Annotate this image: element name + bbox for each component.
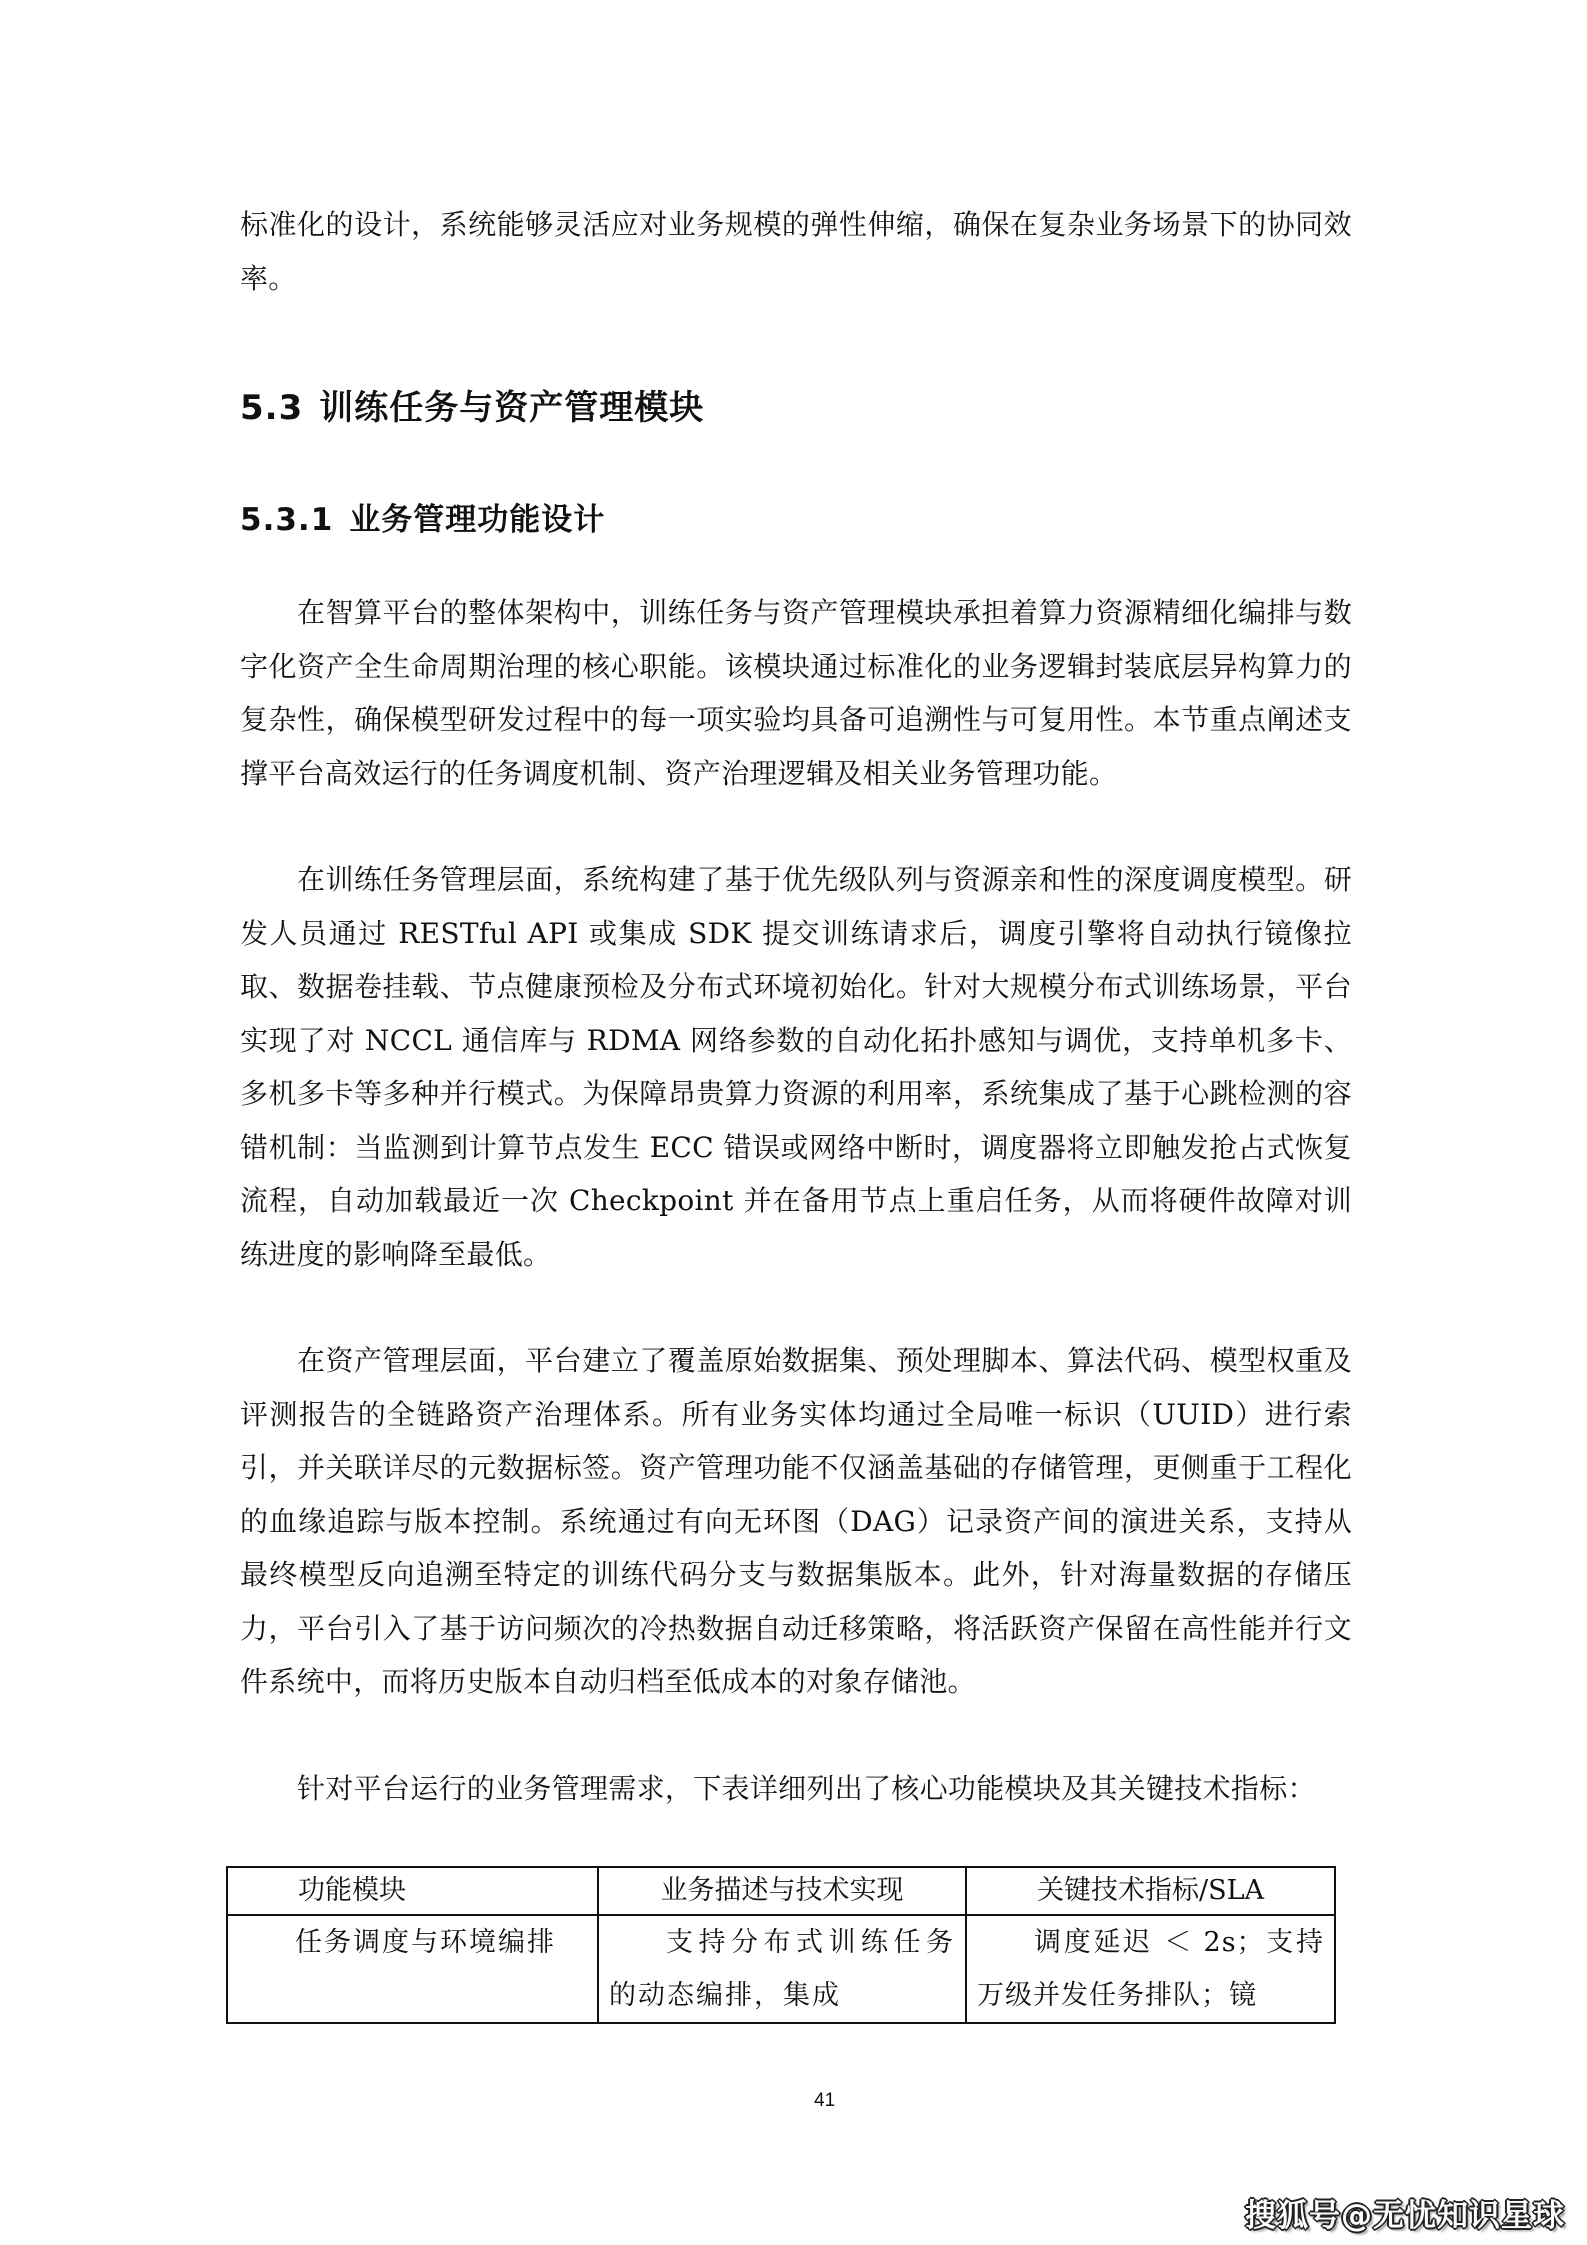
cell-function-module: 任务调度与环境编排 — [227, 1915, 598, 2023]
header-sla: 关键技术指标/SLA — [966, 1867, 1335, 1915]
section-heading — [240, 378, 704, 438]
page-number: 41 — [814, 2090, 836, 2111]
cell-sla: 调度延迟 ＜ 2s；支持万级并发任务排队；镜 — [966, 1915, 1335, 2023]
header-description: 业务描述与技术实现 — [598, 1867, 966, 1915]
carryover-paragraph: 标准化的设计，系统能够灵活应对业务规模的弹性伸缩，确保在复杂业务场景下的协同效率。 — [240, 208, 1352, 295]
subsection-heading — [240, 492, 605, 548]
watermark: 搜狐号@无忧知识星球 — [1245, 2198, 1565, 2234]
table-header-row — [227, 1867, 1335, 1915]
function-spec-table — [226, 1866, 1336, 2024]
section-title: 训练任务与资产管理模块 — [319, 388, 705, 428]
paragraph-asset-management: 在资产管理层面，平台建立了覆盖原始数据集、预处理脚本、算法代码、模型权重及评测报告的全链路资产治理体系。所有业务实体均通过全局唯一标识（UUID）进行索引，并关联详尽的元数据标签。资产管理功能不仅涵盖基础的存储管理，更侧重于工程化的血缘追踪与版本控制。系统通过有向无环图（DAG）记录资产间的演进关系，支持从最终模型反向追溯至特定的训练代码分支与数据集版本。此外，针对海量数据的存储压力，平台引入了基于访问频次的冷热数据自动迁移策略，将活跃资产保留在高性能并行文件系统中，而将历史版本自动归档至低成本的对象存储池。 — [240, 1344, 1352, 1698]
subsection-title: 业务管理功能设计 — [349, 502, 606, 538]
paragraph-intro: 在智算平台的整体架构中，训练任务与资产管理模块承担着算力资源精细化编排与数字化资产全生命周期治理的核心职能。该模块通过标准化的业务逻辑封装底层异构算力的复杂性，确保模型研发过程中的每一项实验均具备可追溯性与可复用性。本节重点阐述支撑平台高效运行的任务调度机制、资产治理逻辑及相关业务管理功能。 — [240, 596, 1352, 790]
cell-description: 支持分布式训练任务的动态编排，集成 — [598, 1915, 966, 2023]
paragraph-task-management: 在训练任务管理层面，系统构建了基于优先级队列与资源亲和性的深度调度模型。研发人员通过 RESTful API 或集成 SDK 提交训练请求后，调度引擎将自动执行镜像拉取、数据卷挂载、节点健康预检及分布式环境初始化。针对大规模分布式训练场景，平台实现了对 NCCL 通信库与 RDMA 网络参数的自动化拓扑感知与调优，支持单机多卡、多机多卡等多种并行模式。为保障昂贵算力资源的利用率，系统集成了基于心跳检测的容错机制：当监测到计算节点发生 ECC 错误或网络中断时，调度器将立即触发抢占式恢复流程，自动加载最近一次 Checkpoint 并在备用节点上重启任务，从而将硬件故障对训练进度的影响降至最低。 — [240, 863, 1352, 1271]
paragraph-table-intro: 针对平台运行的业务管理需求，下表详细列出了核心功能模块及其关键技术指标： — [297, 1772, 1316, 1805]
subsection-number: 5.3.1 — [240, 502, 334, 538]
section-number: 5.3 — [240, 388, 304, 428]
table-row — [227, 1915, 1335, 2023]
header-function-module: 功能模块 — [227, 1867, 598, 1915]
